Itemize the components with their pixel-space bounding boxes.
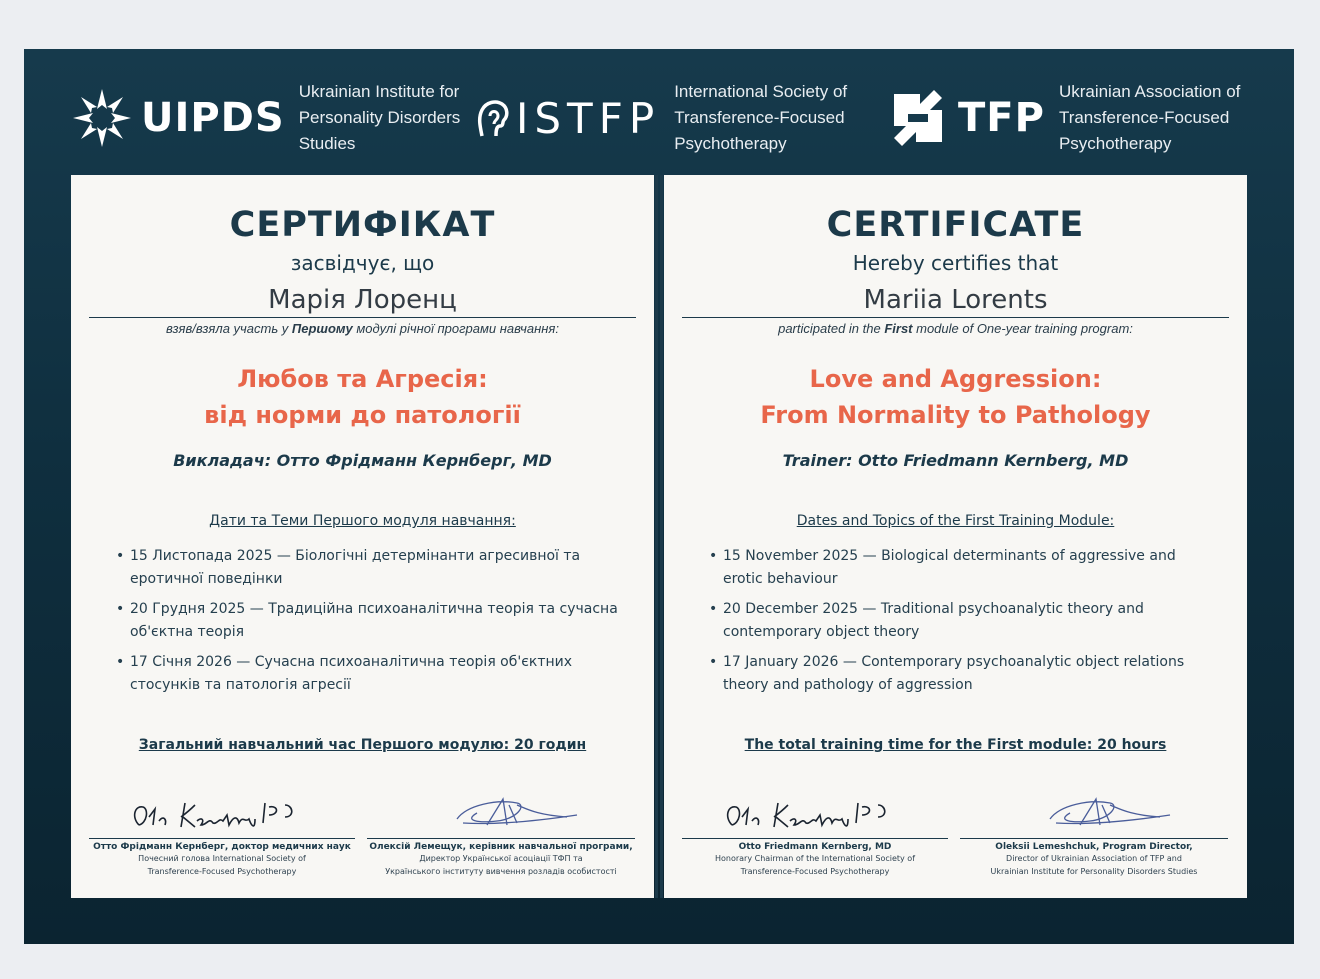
- istfp-logo: [476, 79, 847, 157]
- signer-name: Oleksii Lemeshchuk, Program Director,: [995, 842, 1193, 852]
- uipds-desc-line: Ukrainian Institute for: [298, 82, 460, 101]
- list-item: • 20 Грудня 2025 — Традиційна психоаналітична теорія та сучасна об'єктна теорія: [116, 598, 624, 644]
- uipds-logo: [71, 79, 460, 157]
- signer-name: Отто Фрідманн Кернберг, доктор медичних наук: [93, 842, 351, 852]
- signature-block-lemeshchuk: [960, 795, 1228, 878]
- uipds-description: [299, 79, 461, 157]
- total-hours: Загальний навчальний час Першого модулю: 20 годин: [138, 737, 587, 753]
- istfp-desc-line: Psychotherapy: [674, 134, 787, 153]
- list-item: • 15 Листопада 2025 — Біологічні детермінанти агресивної та еротичної поведінки: [116, 545, 624, 591]
- signer-role: Ukrainian Institute for Personality Disorders Studies: [990, 867, 1198, 876]
- signer-name: Олексій Лемещук, керівник навчальної програми,: [369, 842, 633, 852]
- lemeshchuk-signature: [367, 795, 635, 833]
- certifies-text: Hereby certifies that: [852, 251, 1059, 275]
- tfp-logo: [890, 79, 1240, 157]
- participation-text: [71, 321, 654, 336]
- tfp-knot-icon: [890, 88, 946, 148]
- trainer-text: Викладач: Отто Фрідманн Кернберг, MD: [173, 451, 552, 470]
- topics-list: [116, 545, 624, 704]
- certificate-panel-en: [664, 175, 1247, 898]
- list-item: • 15 November 2025 — Biological determinants of aggressive and erotic behaviour: [709, 545, 1217, 591]
- course-title: Love and Aggression:: [809, 365, 1102, 393]
- uipds-abbr: UIPDS: [141, 95, 285, 141]
- signature-line: [89, 838, 355, 839]
- list-item: • 17 Січня 2026 — Сучасна психоаналітична теорія об'єктних стосунків та патологія агресії: [116, 651, 624, 697]
- istfp-desc-line: Transference-Focused: [674, 108, 845, 127]
- list-item: • 17 January 2026 — Contemporary psychoanalytic object relations theory and pathology of aggression: [709, 651, 1217, 697]
- tfp-desc-line: Transference-Focused: [1058, 108, 1230, 127]
- signer-role: Director of Ukrainian Association of TFP and: [1006, 854, 1182, 863]
- tfp-abbr: TFP: [958, 95, 1045, 141]
- tfp-description: [1059, 79, 1240, 157]
- certificate-panel-ua: [71, 175, 654, 898]
- signer-role: Transference-Focused Psychotherapy: [740, 867, 890, 876]
- signer-role: Директор Української асоціації ТФП та: [419, 854, 583, 863]
- participation-bold: Першому: [291, 321, 353, 336]
- certifies-text: засвідчує, що: [290, 251, 435, 275]
- course-subtitle: від норми до патології: [204, 401, 521, 429]
- signature-line: [682, 838, 948, 839]
- uipds-star-icon: [71, 87, 133, 149]
- list-item: • 20 December 2025 — Traditional psychoanalytic theory and contemporary object theory: [709, 598, 1217, 644]
- panel-divider: [654, 175, 664, 898]
- signature-line: [367, 838, 635, 839]
- signature-block-kernberg: [89, 795, 355, 878]
- participation-pre: взяв/взяла участь у: [166, 321, 292, 336]
- dates-heading: Дати та Теми Першого модуля навчання:: [209, 513, 516, 529]
- participation-pre: participated in the: [778, 321, 885, 336]
- head-profile-icon: [476, 96, 510, 140]
- signer-role: Transference-Focused Psychotherapy: [147, 867, 297, 876]
- recipient-name: Марія Лоренц: [268, 285, 457, 315]
- participation-post: module of One-year training program:: [912, 321, 1133, 336]
- signature-block-lemeshchuk: [367, 795, 635, 878]
- signature-block-kernberg: [682, 795, 948, 878]
- total-hours: The total training time for the First module: 20 hours: [744, 737, 1167, 753]
- course-subtitle: From Normality to Pathology: [760, 401, 1151, 429]
- participation-text: [664, 321, 1247, 336]
- signer-role: Українського інституту вивчення розладів особистості: [385, 867, 617, 876]
- certificate-frame: [24, 49, 1294, 944]
- uipds-desc-line: Personality Disorders: [298, 108, 461, 127]
- participation-post: модулі річної програми навчання:: [352, 321, 559, 336]
- tfp-desc-line: Psychotherapy: [1058, 134, 1172, 153]
- certificate-title: CERTIFICATE: [826, 205, 1085, 245]
- istfp-desc-line: International Society of: [674, 82, 848, 101]
- istfp-description: [674, 79, 847, 157]
- lemeshchuk-signature: [960, 795, 1228, 833]
- signer-role: Почесний голова International Society of: [138, 854, 306, 863]
- trainer-text: Trainer: Otto Friedmann Kernberg, MD: [782, 451, 1129, 470]
- kernberg-signature: [682, 795, 948, 833]
- recipient-name: Mariia Lorents: [863, 285, 1048, 315]
- participation-bold: First: [884, 321, 913, 336]
- signature-line: [960, 838, 1228, 839]
- tfp-desc-line: Ukrainian Association of: [1058, 82, 1241, 101]
- name-underline: [682, 317, 1229, 318]
- certificate-title: СЕРТИФІКАТ: [229, 205, 496, 245]
- dates-heading: Dates and Topics of the First Training Module:: [796, 513, 1115, 529]
- istfp-abbr: ISTFP: [516, 93, 661, 143]
- signer-role: Honorary Chairman of the International Society of: [714, 854, 916, 863]
- kernberg-signature: [89, 795, 355, 833]
- course-title: Любов та Агресія:: [237, 365, 488, 393]
- topics-list: [709, 545, 1217, 704]
- name-underline: [89, 317, 636, 318]
- uipds-desc-line: Studies: [298, 134, 356, 153]
- signer-name: Otto Friedmann Kernberg, MD: [738, 842, 892, 852]
